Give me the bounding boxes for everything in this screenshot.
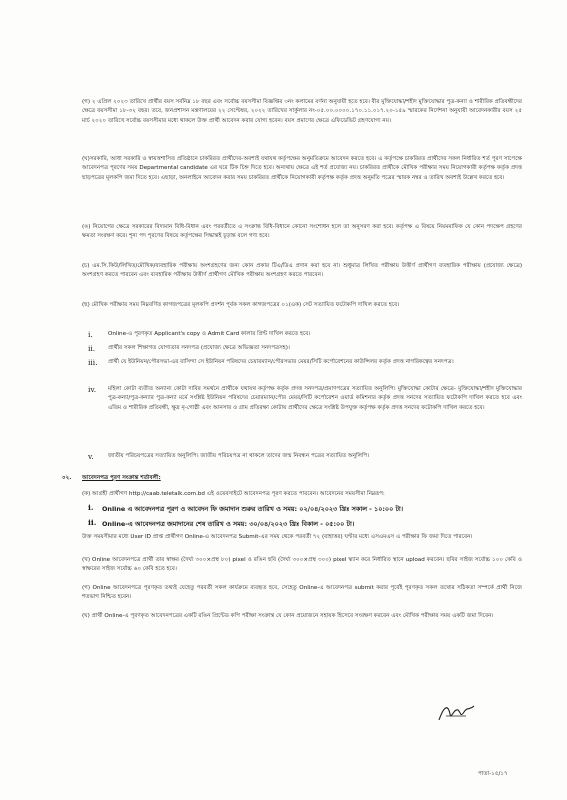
list-item: প্রার্থী যে ইউনিয়ন/পৌরসভা-এর বাসিন্দা সে ইউনিয়ন পরিষদের চেয়ারম্যান/পৌরসভার মেয়র/সিটি কর্পোরেশনের কাউন্সিলর কর্তৃক প্রদত্ত নাগরিকত্বের সনদপত্র। bbox=[108, 359, 454, 365]
list-number: i. bbox=[88, 503, 94, 512]
list-item: জাতীয় পরিচয়পত্রের সত্যায়িত অনুলিপি। জাতীয় পরিচয়পত্র না থাকলে তাদের জন্ম নিবন্ধন পত্রের সত্যায়িত অনুলিপি। bbox=[108, 453, 370, 459]
page-number: পাতা-১৫/১৭ bbox=[478, 771, 508, 777]
paragraph-ka: (ক) আগ্রহী প্রার্থীগণ http://caab.teletalk.com.bd এই ওয়েবসাইটে আবেদনপত্র পূরণ করতে পারবেন। আবেদনের সময়সীমা নিম্নরূপ: bbox=[82, 491, 385, 497]
paragraph-chha: (ছ) মৌখিক পরীক্ষার সময় নিম্নবর্ণিত কাগজপত্রের মূলকপি প্রদর্শন পূর্বক সকল কাগজপত্রের ০১(এক) সেট সত্যায়িত ফটোকপি দাখিল করতে হবে। bbox=[82, 302, 400, 308]
list-item: Online-এ পূরণকৃত Applicant's copy ও Admit Card কালার প্রিন্ট দাখিল করতে হবে। bbox=[108, 331, 311, 337]
paragraph-cha: (চ) এম.সি.কিউ/লিখিত/মৌখিক/ব্যবহারিক পরীক্ষায় অংশগ্রহণের জন্য কোন প্রকার টিএ/ডিএ প্রদান করা হবে না। শুধুমাত্র লিখিত পরীক্ষায় উত্তীর্ণ প্রার্থীগণ ব্যবহারিক পরীক্ষায় (প্রযোজ্য ক্ষেত্রে) অংশগ্রহণ করতে পারবেন এবং ব্যবহারিক পরীক্ষায় উত্তীর্ণ প্রার্থীগণ মৌখিক পরীক্ষায় অংশগ্রহণ করতে পারবেন। bbox=[82, 263, 522, 279]
application-start-date: Online এ আবেদনপত্র পূরণ ও আবেদন ফি জমাদান শুরুর তারিখ ও সময়: ০২/০৪/২০২৩ খ্রিঃ সকাল - ১০:০০ টা। bbox=[102, 505, 404, 513]
application-end-date: Online-এ আবেদনপত্র জমাদানের শেষ তারিখ ও সময়: ৩০/০৪/২০২৩ খ্রিঃ বিকাল - ০৫:০০ টা। bbox=[102, 520, 355, 528]
signature-image bbox=[436, 700, 478, 726]
list-number: v. bbox=[88, 452, 94, 461]
list-number: i. bbox=[88, 330, 93, 339]
paragraph-kha: (খ) Online আবেদনপত্রে প্রার্থী তার স্বাক্ষর (দৈর্ঘ্য ৩০০×প্রস্থ ৮০) pixel ও রঙিন ছবি (দৈর্ঘ্য ৩০০×প্রস্থ ৩০০) pixel স্ক্যান করে নির্ধারিত স্থানে upload করবেন। ছবির সাইজ সর্বোচ্চ ১০০ কেবি ও স্বাক্ষরের সাইজ সর্বোচ্চ ৬০ কেবি হতে হবে। bbox=[82, 557, 522, 573]
section-title: আবেদনপত্র পূরণ সংক্রান্ত শর্তাবলী: bbox=[82, 475, 161, 481]
list-item: মহিলা কোটা ব্যতীত অন্যান্য কোটা দাবির সমর্থনে প্রার্থীকে যথাযথ কর্তৃপক্ষ কর্তৃক প্রদত্ত সনদপত্র/প্রমাণপত্রের সত্যায়িত অনুলিপি। মুক্তিযোদ্ধা কোটার ক্ষেত্রে- মুক্তিযোদ্ধা/শহীদ মুক্তিযোদ্ধার পুত্র-কন্যা/পুত্র-কন্যার পুত্র-কন্যা মর্মে সংশ্লিষ্ট ইউনিয়ন পরিষদের চেয়ারম্যান/পৌর মেয়র/সিটি কর্পোরেশন ওয়ার্ড কমিশনার কর্তৃক প্রদত্ত সনদের সত্যায়িত ফটোকপি দাখিল করতে হবে এবং এতিম ও শারীরিক প্রতিবন্ধী, ক্ষুদ্র নৃ-গোষ্ঠী এবং আনসার ও গ্রাম প্রতিরক্ষা কোটায় প্রার্থীদের ক্ষেত্রে সংশ্লিষ্ট উপযুক্ত কর্তৃপক্ষ কর্তৃক প্রদত্ত সনদের ফটোকপি দাখিল করতে হবে। bbox=[108, 386, 522, 411]
list-number: iv. bbox=[88, 385, 97, 394]
paragraph-gha2: (ঘ) প্রার্থী Online-এ পূরণকৃত আবেদনপত্রের একটি রঙিন প্রিন্টেড কপি পরীক্ষা সংক্রান্ত যে কোন প্রয়োজনে সহায়ক হিসেবে সংরক্ষণ করবেন এবং মৌখিক পরীক্ষার সময় একটি জমা দিবেন। bbox=[82, 613, 494, 619]
list-number: ii. bbox=[88, 518, 97, 527]
paragraph-ka2: উক্ত সময়সীমার মধ্যে User ID প্রাপ্ত প্রার্থীগণ Online-এ আবেদনপত্র Submit-এর সময় থেকে পরবর্তী ৭২ (বাহাত্তর) ঘণ্টার মধ্যে এসএমএস এ পরীক্ষার ফি জমা দিতে পারবেন। bbox=[82, 534, 473, 540]
list-item: প্রার্থীর সকল শিক্ষাগত যোগ্যতার সনদপত্র (প্রযোজ্য ক্ষেত্রে অভিজ্ঞতা সনদপত্রসহ)। bbox=[108, 345, 290, 351]
list-number: iii. bbox=[88, 358, 98, 367]
list-number: ii. bbox=[88, 344, 96, 353]
paragraph-ga2: (গ) Online আবেদনপত্রে পূরণকৃত তথ্যই যেহেতু পরবর্তী সকল কার্যক্রমে ব্যবহৃত হবে, সেহেতু Online-এ আবেদনপত্র submit করার পূর্বেই পূরণকৃত সকল তথ্যের সঠিকতা সম্পর্কে প্রার্থী নিজে শতভাগ নিশ্চিত হবেন। bbox=[82, 585, 522, 601]
paragraph-uma: (ঙ) নিয়োগের ক্ষেত্রে সরকারের বিদ্যমান বিধি-বিধান এবং পরবর্তীতে এ সংক্রান্ত বিধি-বিধানে কোনো সংশোধন হলে তা অনুসরণ করা হবে। কর্তৃপক্ষ এ বিষয়ে নিয়মমাফিক যে কোন পদক্ষেপ গ্রহণের ক্ষমতা সংরক্ষণ করে। শূন্য পদ পূরণের বিষয়ে কর্তৃপক্ষের সিদ্ধান্তই চূড়ান্ত বলে গণ্য হবে। bbox=[82, 224, 522, 240]
section-number: ০২. bbox=[62, 475, 72, 481]
paragraph-ga: (গ) ২ এপ্রিল ২০২৩ তারিখে প্রার্থীর বয়স সর্বনিম্ন ১৮ বছর এবং সর্বোচ্চ বয়সসীমা বিজ্ঞপ্তির ৩নং কলামের বর্ণনা অনুযায়ী হতে হবে। বীর মুক্তিযোদ্ধা/শহীদ মুক্তিযোদ্ধার পুত্র-কন্যা ও শারীরিক প্রতিবন্ধীদের ক্ষেত্রে বয়সসীমা ১৮-৩২ বছর। তবে, জনপ্রশাসন মন্ত্রণালয়ের ২২ সেপ্টেম্বর, ২০২২ তারিখের সার্কুলার নং-০৫.০০.০০০০.১৭০.১১.০১৭.২০-১৫৯ স্মারকের নির্দেশনা অনুযায়ী আবেদনকারীর বয়স ২৫ মার্চ ২০২০ তারিখে সর্বোচ্চ বয়সসীমার মধ্যে থাকলে উক্ত প্রার্থী আবেদন করার যোগ্য হবেন। বয়স প্রমাণের ক্ষেত্রে এফিডেভিট গ্রহণযোগ্য নয়। bbox=[82, 99, 522, 124]
paragraph-gha: (ঘ)সরকারি, আধা সরকারি ও স্বায়ত্তশাসিত প্রতিষ্ঠানে চাকরিরত প্রার্থীদের-অবশ্যই যথাযথ কর্তৃপক্ষের অনুমতিক্রমে আবেদন করতে হবে। এ কর্তৃপক্ষে চাকরিরত প্রার্থীদের সকল নির্ধারিত শর্ত পূরণ সাপেক্ষে আবেদনপত্র পূরণের সময় Departmental candidate এর ঘরে টিক চিহ্ন দিতে হবে। অন্যথায় ক্ষেত্রে এই শর্ত প্রযোজ্য নয়। চাকরিরত প্রার্থীকে মৌখিক পরীক্ষার সময় নিয়োগকারী কর্তৃপক্ষ কর্তৃক প্রদত্ত ছাড়পত্রের মূলকপি জমা দিতে হবে। এছাড়া, অনলাইনে আবেদন করার সময় চাকরিরত প্রার্থীকে নিয়োগকারী কর্তৃপক্ষ কর্তৃক প্রদত্ত অনুমতি পত্রের স্মারক নম্বর ও তারিখ অবশ্যই উল্লেখ করতে হবে। bbox=[82, 156, 522, 181]
